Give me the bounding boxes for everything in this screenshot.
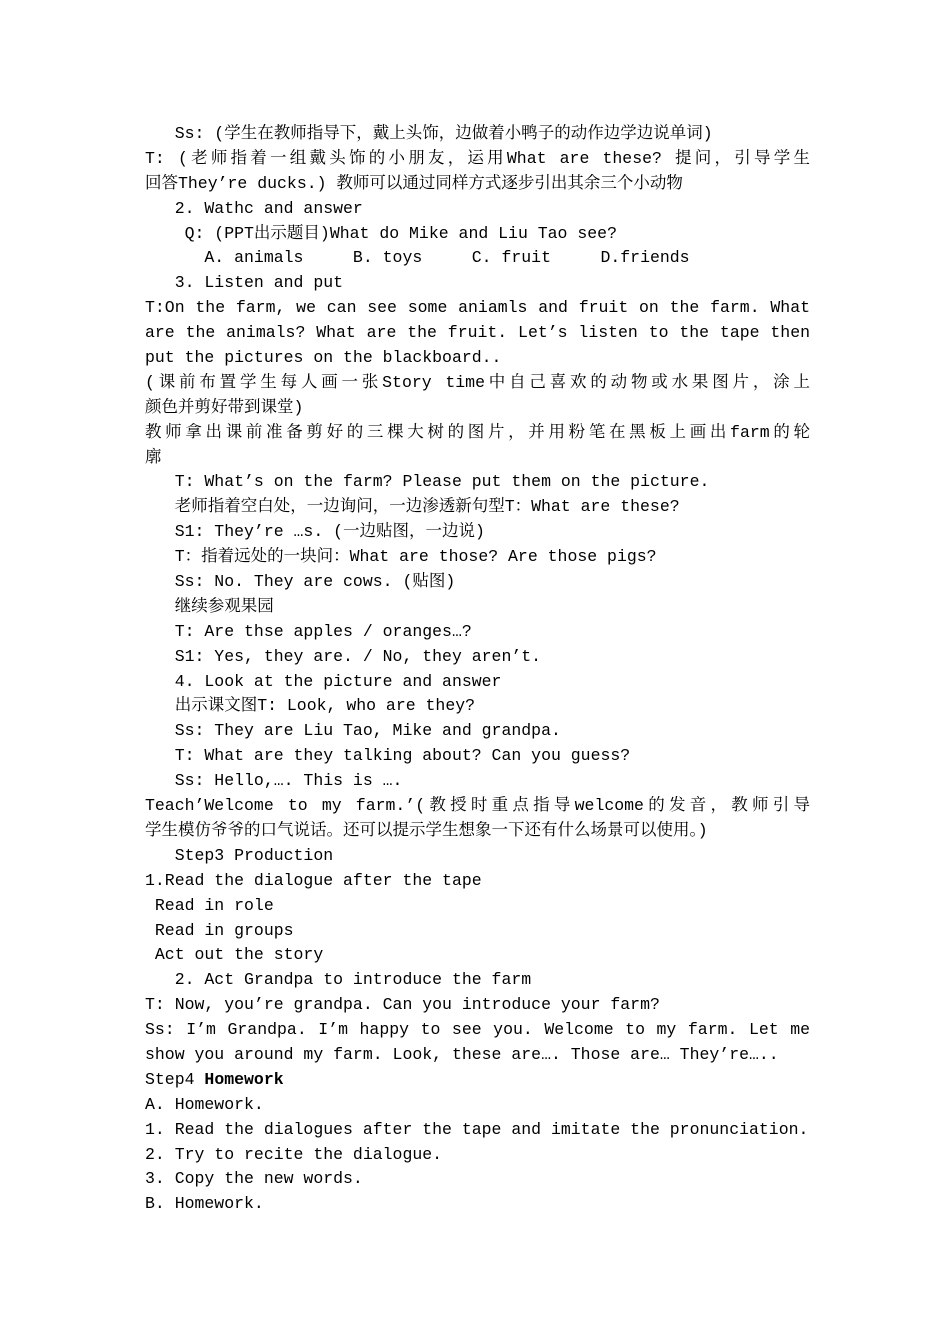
step4-homework-bold: Homework <box>204 1069 284 1089</box>
text-line-1: Ss: (学生在教师指导下，戴上头饰，边做着小鸭子的动作边学边说单词) <box>145 124 713 143</box>
text-line-43: 3. Copy the new words. <box>145 1169 363 1189</box>
text-line-30: Step3 Production <box>145 845 334 865</box>
text-line-18: T：指着远处的一块问：What are those? Are those pigs? <box>145 547 657 567</box>
text-line-11: (课前布置学生每人画一张Story time中自己喜欢的动物或水果图片，涂上 <box>145 372 810 392</box>
text-line-9: are the animals? What are the fruit. Let’s listen to the tape then <box>145 323 810 343</box>
text-line-39 <box>145 1068 810 1093</box>
text-line-14: 廓 <box>145 447 162 467</box>
text-line-28: Teach’Welcome to my farm.’(教授时重点指导welcome的发音，教师引导 <box>145 796 810 816</box>
text-line-36: T: Now, you’re grandpa. Can you introduce your farm? <box>145 995 660 1015</box>
text-line-13: 教师拿出课前准备剪好的三棵大树的图片，并用粉笔在黑板上画出farm的轮 <box>145 422 810 442</box>
text-line-41: 1. Read the dialogues after the tape and imitate the pronunciation. <box>145 1119 809 1139</box>
text-line-17: S1: They’re …s. (一边贴图，一边说) <box>145 522 485 542</box>
step4-label: Step4 <box>145 1069 205 1089</box>
text-line-8: T:On the farm, we can see some aniamls and fruit on the farm. What <box>145 298 810 318</box>
text-line-25: Ss: They are Liu Tao, Mike and grandpa. <box>145 721 561 741</box>
text-line-38: show you around my farm. Look, these are…. Those are… They’re….. <box>145 1044 779 1064</box>
text-line-24: 出示课文图T: Look, who are they? <box>145 696 476 716</box>
text-line-21: T: Are thse apples / oranges…? <box>145 621 472 641</box>
text-line-44: B. Homework. <box>145 1194 264 1214</box>
text-line-5: Q: (PPT出示题目)What do Mike and Liu Tao see? <box>145 223 617 243</box>
text-line-42: 2. Try to recite the dialogue. <box>145 1144 443 1164</box>
text-line-10: put the pictures on the blackboard.. <box>145 348 502 368</box>
text-line-31: 1.Read the dialogue after the tape <box>145 870 482 890</box>
text-line-27: Ss: Hello,…. This is …. <box>145 771 403 791</box>
text-line-3: 回答They’re ducks.) 教师可以通过同样方式逐步引出其余三个小动物 <box>145 173 683 193</box>
document-page <box>145 122 810 1217</box>
text-line-22: S1: Yes, they are. / No, they aren’t. <box>145 646 542 666</box>
text-line-34: Act out the story <box>145 945 324 965</box>
text-line-23: 4. Look at the picture and answer <box>145 671 502 691</box>
text-line-33: Read in groups <box>145 920 294 940</box>
text-line-37: Ss: I’m Grandpa. I’m happy to see you. Welcome to my farm. Let me <box>145 1020 810 1040</box>
text-line-7: 3. Listen and put <box>145 273 344 293</box>
text-line-26: T: What are they talking about? Can you guess? <box>145 746 631 766</box>
text-line-19: Ss: No. They are cows. (贴图) <box>145 572 456 592</box>
text-line-29: 学生模仿爷爷的口气说话。还可以提示学生想象一下还有什么场景可以使用。) <box>145 820 708 840</box>
text-line-15: T: What’s on the farm? Please put them on the picture. <box>145 472 710 492</box>
text-line-2: T: (老师指着一组戴头饰的小朋友，运用What are these? 提问，引导学生 <box>145 148 810 168</box>
text-line-35: 2. Act Grandpa to introduce the farm <box>145 970 532 990</box>
text-line-12: 颜色并剪好带到课堂) <box>145 397 304 417</box>
text-line-6: A. animals B. toys C. fruit D.friends <box>145 248 690 268</box>
text-line-32: Read in role <box>145 895 274 915</box>
text-line-20: 继续参观果园 <box>145 596 274 616</box>
text-line-16: 老师指着空白处，一边询问，一边渗透新句型T：What are these? <box>145 497 680 517</box>
text-line-4: 2. Wathc and answer <box>145 198 363 218</box>
text-line-40: A. Homework. <box>145 1094 264 1114</box>
